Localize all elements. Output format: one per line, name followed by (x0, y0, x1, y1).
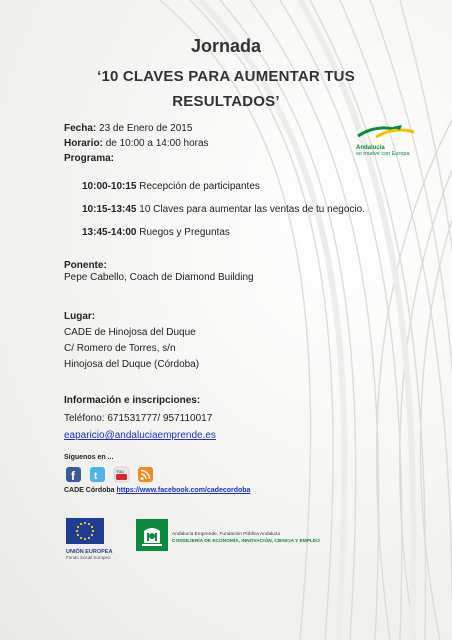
andalucia-logo-text-2: se mueve con Europa (356, 151, 410, 157)
svg-text:f: f (71, 469, 75, 483)
andalucia-swoosh-icon (356, 124, 416, 140)
telefono-text: Teléfono: 671531777/ 957110017 (64, 413, 213, 424)
twitter-icon[interactable] (90, 467, 105, 482)
andalucia-logo (356, 124, 416, 157)
facebook-icon[interactable] (66, 467, 81, 483)
junta-text-1: Andalucía Emprende, Fundación Pública Andaluza (172, 532, 281, 537)
junta-text (172, 532, 320, 544)
inscripciones-label: Información e inscripciones: (64, 395, 201, 406)
eu-logo-text-2: Fondo Social Europeo (66, 555, 111, 560)
programa-item (82, 227, 230, 238)
subtitle-line-2: RESULTADOS’ (172, 93, 280, 110)
junta-text-2: CONSEJERÍA DE ECONOMÍA, INNOVACIÓN, CIENCIA Y EMPLEO (172, 539, 320, 544)
programa-item (82, 181, 260, 192)
fecha-label: Fecha: (64, 123, 97, 134)
siguenos-label: Síguenos en ... (64, 454, 114, 461)
lugar-line: C/ Romero de Torres, s/n (64, 343, 176, 354)
programa-item (82, 204, 365, 215)
ponente-label: Ponente: (64, 260, 107, 271)
programa-time: 13:45-14:00 (82, 227, 137, 238)
programa-time: 10:00-10:15 (82, 181, 137, 192)
lugar-line: Hinojosa del Duque (Córdoba) (64, 359, 200, 370)
email-link[interactable]: eaparicio@andaluciaemprende.es (64, 430, 216, 441)
ponente-value: Pepe Cabello, Coach de Diamond Building (64, 272, 254, 283)
horario-label: Horario: (64, 138, 103, 149)
lugar-line: CADE de Hinojosa del Duque (64, 327, 196, 338)
eu-logo-text-1: UNIÓN EUROPEA (66, 549, 113, 555)
junta-logo (136, 519, 168, 551)
social-icons (66, 466, 166, 484)
eu-flag-icon (66, 518, 104, 544)
junta-andalucia-icon (136, 519, 168, 551)
cade-row (64, 487, 250, 494)
programa-time: 10:15-13:45 (82, 204, 137, 215)
svg-text:t: t (94, 471, 98, 482)
programa-label: Programa: (64, 153, 115, 164)
programa-text: Ruegos y Preguntas (139, 227, 230, 238)
andalucia-logo-text-1: Andalucía (356, 145, 385, 151)
fecha-value: 23 de Enero de 2015 (99, 123, 193, 134)
fecha-row (64, 123, 192, 134)
youtube-icon[interactable] (114, 467, 129, 482)
lugar-label: Lugar: (64, 311, 96, 322)
cade-label: CADE Córdoba (64, 487, 115, 494)
programa-text: 10 Claves para aumentar las ventas de tu negocio. (139, 204, 365, 215)
eu-logo (66, 518, 112, 560)
svg-text:You: You (116, 469, 124, 474)
horario-row (64, 138, 209, 149)
programa-text: Recepción de participantes (139, 181, 260, 192)
horario-value: de 10:00 a 14:00 horas (105, 138, 209, 149)
subtitle-line-1: ‘10 CLAVES PARA AUMENTAR TUS (97, 68, 355, 85)
page-title: Jornada (190, 36, 262, 56)
rss-icon[interactable] (138, 467, 153, 482)
facebook-link[interactable]: https://www.facebook.com/cadecordoba (116, 487, 251, 494)
